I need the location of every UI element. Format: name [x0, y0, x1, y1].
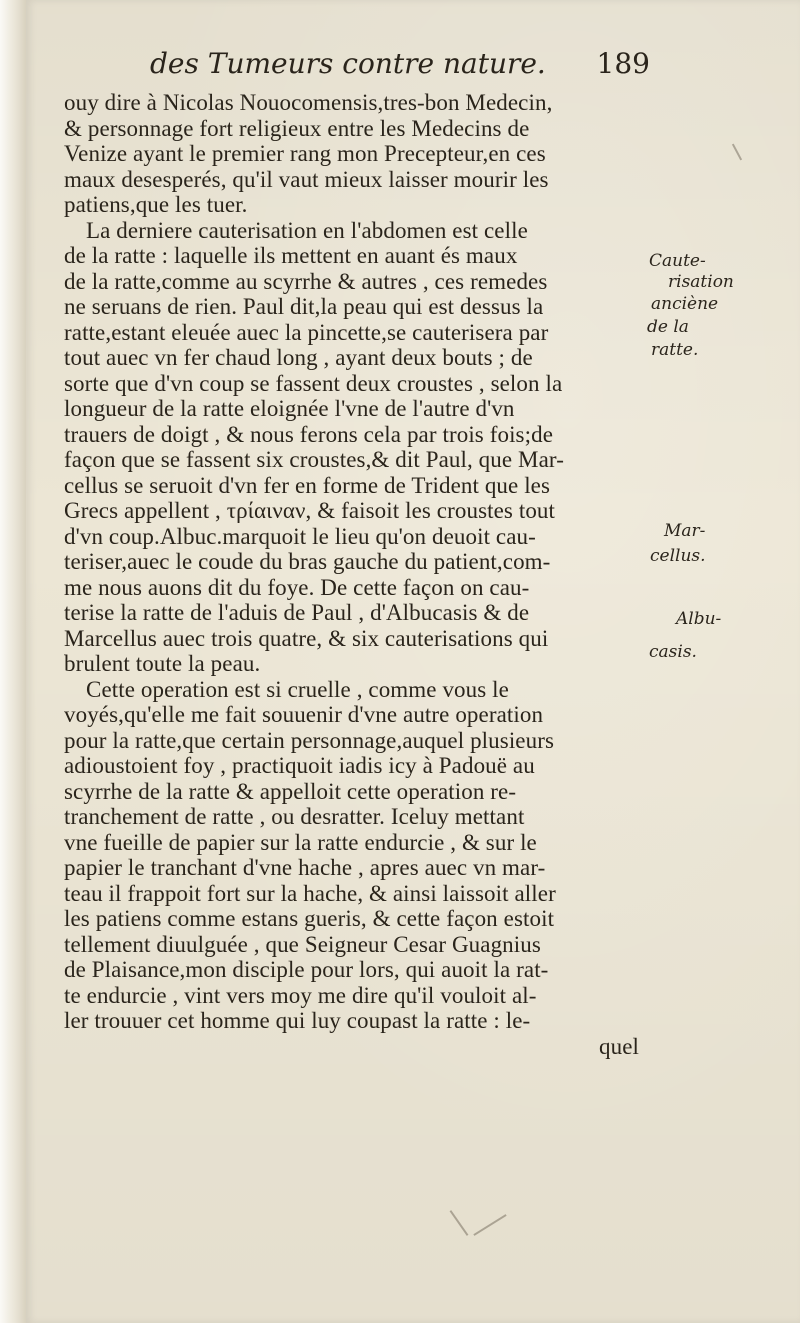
text-line: Grecs appellent , τρίαιναν, & faisoit les croustes tout	[64, 498, 556, 523]
text-line: me nous auons dit du foye. De cette façon on cau-	[64, 574, 530, 600]
margin-note-cauterisation-line: de la	[647, 317, 689, 337]
text-line: tout auec vn fer chaud long , ayant deux bouts ; de	[64, 345, 533, 370]
text-line: La derniere cauterisation en l'abdomen est celle	[86, 217, 528, 243]
text-line: de Plaisance,mon disciple pour lors, qui auoit la rat-	[64, 957, 549, 982]
scan-edge	[0, 0, 26, 1323]
text-line: d'vn coup.Albuc.marquoit le lieu qu'on deuoit cau-	[64, 523, 536, 549]
text-line: Cette operation est si cruelle , comme vous le	[86, 676, 509, 702]
margin-note-cauterisation-line: risation	[668, 272, 734, 292]
text-line: Venize ayant le premier rang mon Precepteur,en ces	[64, 141, 546, 166]
text-line: pour la ratte,que certain personnage,auquel plusieurs	[64, 727, 555, 753]
catchword: quel	[599, 1033, 639, 1059]
text-line: Marcellus auec trois quatre, & six cauterisations qui	[64, 625, 549, 651]
text-line: de la ratte : laquelle ils mettent en auant és maux	[64, 243, 518, 268]
text-line: brulent toute la peau.	[64, 651, 261, 676]
text-line: de la ratte,comme au scyrrhe & autres , ces remedes	[64, 268, 548, 294]
text-line: longueur de la ratte eloignée l'vne de l'autre d'vn	[64, 396, 515, 421]
text-line: patiens,que les tuer.	[64, 192, 248, 217]
running-head	[150, 44, 650, 84]
text-line: tellement diuulguée , que Seigneur Cesar Guagnius	[64, 931, 541, 957]
text-line: maux desesperés, qu'il vaut mieux laisser mourir les	[64, 166, 549, 192]
text-line: les patiens comme estans gueris, & cette façon estoit	[64, 906, 555, 931]
text-line: terise la ratte de l'aduis de Paul , d'Albucasis & de	[64, 600, 530, 625]
text-line: ouy dire à Nicolas Nouocomensis,tres-bon Medecin,	[64, 90, 553, 115]
margin-note-cauterisation-line: Caute-	[649, 251, 706, 271]
margin-note-cauterisation-line: ratte.	[651, 340, 699, 360]
text-line: cellus se seruoit d'vn fer en forme de Trident que les	[64, 472, 551, 498]
page-number: 189	[596, 47, 650, 80]
text-line: sorte que d'vn coup se fassent deux croustes , selon la	[64, 370, 563, 396]
text-line: vne fueille de papier sur la ratte endurcie , & sur le	[64, 829, 537, 855]
text-line: teriser,auec le coude du bras gauche du patient,com-	[64, 549, 551, 574]
text-line: papier le tranchant d'vne hache , apres auec vn mar-	[64, 855, 546, 880]
margin-note-marcellus-line: Mar-	[664, 521, 706, 541]
margin-note-marcellus-line: cellus.	[650, 546, 706, 566]
text-line: ler trouuer cet homme qui luy coupast la ratte : le-	[64, 1008, 531, 1033]
text-line: trauers de doigt , & nous ferons cela par trois fois;de	[64, 421, 554, 447]
text-line: voyés,qu'elle me fait souuenir d'vne autre operation	[64, 702, 544, 727]
margin-note-albucasis-line: Albu-	[676, 609, 722, 629]
text-line: te endurcie , vint vers moy me dire qu'il vouloit al-	[64, 982, 537, 1008]
margin-note-cauterisation-line: anciène	[651, 294, 719, 314]
body-text	[64, 90, 639, 1059]
text-line: tranchement de ratte , ou desratter. Iceluy mettant	[64, 804, 525, 829]
text-line: ratte,estant eleuée auec la pincette,se cauterisera par	[64, 319, 549, 345]
text-line: scyrrhe de la ratte & appelloit cette operation re-	[64, 778, 517, 804]
text-line: & personnage fort religieux entre les Medecins de	[64, 115, 530, 141]
text-line: teau il frappoit fort sur la hache, & ainsi laissoit aller	[64, 880, 556, 906]
text-line: façon que se fassent six croustes,& dit Paul, que Mar-	[64, 447, 564, 472]
margin-note-albucasis-line: casis.	[649, 642, 697, 662]
text-line: adioustoient foy , practiquoit iadis icy à Padouë au	[64, 753, 535, 778]
text-line: ne seruans de rien. Paul dit,la peau qui est dessus la	[64, 294, 544, 319]
running-head-title: des Tumeurs contre nature.	[150, 47, 546, 80]
